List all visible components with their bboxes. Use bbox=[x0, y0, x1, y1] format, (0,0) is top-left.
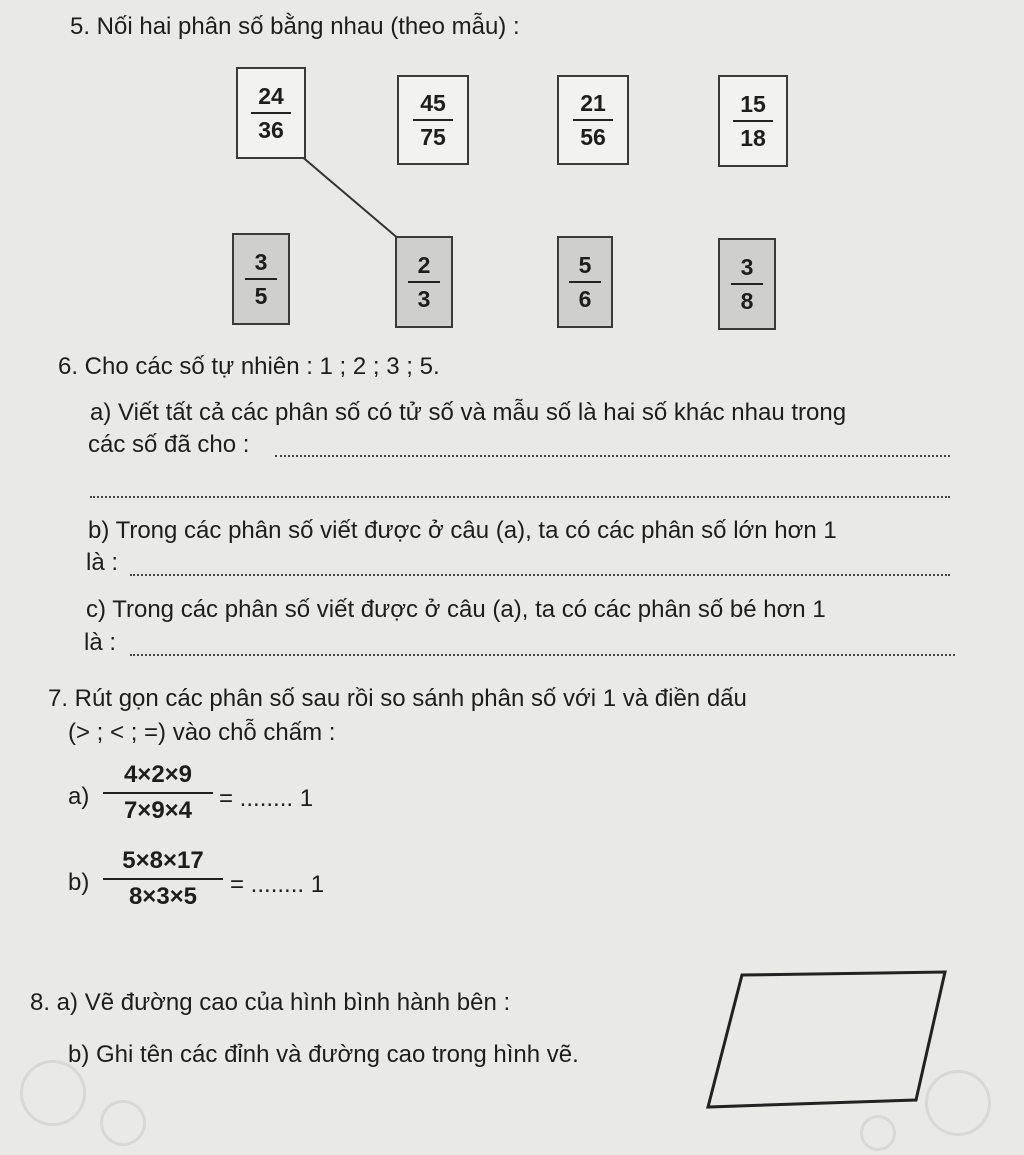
numerator: 45 bbox=[420, 90, 446, 116]
fraction-box-bottom-4[interactable] bbox=[718, 238, 776, 330]
q6b-answer-line[interactable] bbox=[130, 574, 950, 576]
fraction-bar bbox=[251, 112, 291, 114]
denominator: 5 bbox=[254, 283, 268, 309]
fraction-bar bbox=[733, 120, 773, 122]
q6-title: 6. Cho các số tự nhiên : 1 ; 2 ; 3 ; 5. bbox=[58, 353, 440, 380]
fraction-bar bbox=[573, 119, 614, 121]
q7b-answer[interactable]: = ........ 1 bbox=[230, 871, 325, 898]
decorative-ring bbox=[100, 1100, 146, 1146]
q7-title-line1: 7. Rút gọn các phân số sau rồi so sánh phân số với 1 và điền dấu bbox=[48, 685, 747, 712]
numerator: 21 bbox=[580, 90, 606, 116]
q8a-text: 8. a) Vẽ đường cao của hình bình hành bên : bbox=[30, 989, 511, 1016]
denominator: 18 bbox=[740, 125, 766, 151]
q7b-fraction bbox=[103, 846, 223, 912]
fraction-bar bbox=[413, 119, 454, 121]
fraction-bar bbox=[731, 283, 763, 285]
q8b-text: b) Ghi tên các đỉnh và đường cao trong hình vẽ. bbox=[68, 1041, 579, 1068]
q7a-denominator: 7×9×4 bbox=[123, 797, 193, 824]
q6c-text-line1: c) Trong các phân số viết được ở câu (a), ta có các phân số bé hơn 1 bbox=[86, 596, 826, 623]
q6a-answer-line-2[interactable] bbox=[90, 496, 950, 498]
q6a-answer-line-1[interactable] bbox=[275, 455, 950, 457]
q6a-text-line1: a) Viết tất cả các phân số có tử số và mẫu số là hai số khác nhau trong bbox=[90, 399, 847, 426]
fraction-bar bbox=[103, 878, 223, 880]
q6b-text-line2: là : bbox=[86, 549, 119, 576]
q6c-text-line2: là : bbox=[84, 629, 117, 656]
denominator: 75 bbox=[420, 124, 446, 150]
q7a-answer[interactable]: = ........ 1 bbox=[219, 785, 314, 812]
fraction-bar bbox=[408, 281, 440, 283]
decorative-ring bbox=[860, 1115, 896, 1151]
q6b-text-line1: b) Trong các phân số viết được ở câu (a), ta có các phân số lớn hơn 1 bbox=[88, 517, 837, 544]
denominator: 6 bbox=[578, 286, 592, 312]
q7-title-line2: (> ; < ; =) vào chỗ chấm : bbox=[68, 719, 336, 746]
q7b-numerator: 5×8×17 bbox=[122, 847, 204, 874]
parallelogram-figure[interactable] bbox=[700, 960, 960, 1120]
q7a-fraction bbox=[103, 760, 213, 826]
q7a-numerator: 4×2×9 bbox=[123, 761, 193, 788]
fraction-box-bottom-3[interactable] bbox=[557, 236, 613, 328]
fraction-box-top-4[interactable] bbox=[718, 75, 788, 167]
q7b-label: b) bbox=[68, 869, 90, 896]
denominator: 3 bbox=[417, 286, 431, 312]
fraction-box-bottom-1[interactable] bbox=[232, 233, 290, 325]
numerator: 15 bbox=[740, 91, 766, 117]
denominator: 8 bbox=[740, 288, 754, 314]
q5-connector-line bbox=[0, 0, 1024, 340]
numerator: 5 bbox=[578, 252, 592, 278]
fraction-box-top-1[interactable] bbox=[236, 67, 306, 159]
fraction-bar bbox=[103, 792, 213, 794]
fraction-box-bottom-2[interactable] bbox=[395, 236, 453, 328]
q6c-answer-line[interactable] bbox=[130, 654, 955, 656]
numerator: 24 bbox=[258, 83, 284, 109]
numerator: 3 bbox=[254, 249, 268, 275]
fraction-bar bbox=[245, 278, 277, 280]
q6a-text-line2: các số đã cho : bbox=[88, 431, 250, 458]
denominator: 56 bbox=[580, 124, 606, 150]
q7b-denominator: 8×3×5 bbox=[128, 883, 198, 910]
numerator: 2 bbox=[417, 252, 431, 278]
fraction-box-top-2[interactable] bbox=[397, 75, 469, 165]
denominator: 36 bbox=[258, 117, 284, 143]
fraction-box-top-3[interactable] bbox=[557, 75, 629, 165]
fraction-bar bbox=[569, 281, 600, 283]
q7a-label: a) bbox=[68, 783, 90, 810]
q5-title: 5. Nối hai phân số bằng nhau (theo mẫu) : bbox=[70, 13, 520, 40]
numerator: 3 bbox=[740, 254, 754, 280]
